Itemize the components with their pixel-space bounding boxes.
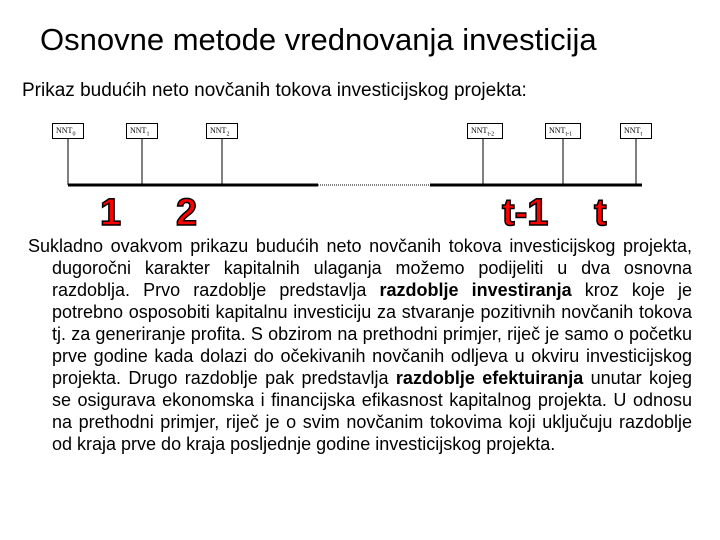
period-label-t-1: t-1 bbox=[502, 192, 549, 234]
slide-subtitle: Prikaz budućih neto novčanih tokova investicijskog projekta: bbox=[22, 80, 527, 101]
body-paragraph: Sukladno ovakvom prikazu budućih neto novčanih tokova investicijskog projekta, dugoročni karakter kapitalnih ulaganja možemo podijeliti u dva osnovna razdoblja. Prvo razdoblje predstavlja razdoblje investiranja kroz koje je potrebno osposobiti kapitalnu investiciju za stvaranje pozitivnih novčanih tokova tj. za generiranje profita. S obzirom na prethodni primjer, riječ je samo o početku prve godine kada dolazi do očekivanih novčanih odljeva u okviru investicijskog projekta. Drugo razdoblje pak predstavlja razdoblje efektuiranja unutar kojeg se osigurava ekonomska i financijska efikasnost kapitalnog projekta. U odnosu na prethodni primjer, riječ je o svim novčanim tokovima koji uključuju razdoblje od kraja prve do kraja posljednje godine investicijskog projekta. bbox=[28, 236, 693, 454]
period-label-2: 2 bbox=[176, 192, 198, 234]
cash-flow-box-t: $NNT_t$ bbox=[620, 123, 652, 139]
cash-flow-box-1: $NNT_1$ bbox=[126, 123, 158, 139]
cash-flow-box-2: $NNT_2$ bbox=[206, 123, 238, 139]
cash-flow-box-t-2: $NNT_{t-2}$ bbox=[467, 123, 503, 139]
period-label-1: 1 bbox=[100, 192, 122, 234]
cash-flow-box-0: $NNT_0$ bbox=[52, 123, 84, 139]
emphasis-investment-period: razdoblje investiranja bbox=[379, 280, 572, 300]
period-label-t: t bbox=[594, 192, 607, 234]
slide-title: Osnovne metode vrednovanja investicija bbox=[40, 22, 597, 57]
cash-flow-box-t-1: $NNT_{t-1}$ bbox=[545, 123, 581, 139]
emphasis-effectuation-period: razdoblje efektuiranja bbox=[395, 368, 584, 388]
